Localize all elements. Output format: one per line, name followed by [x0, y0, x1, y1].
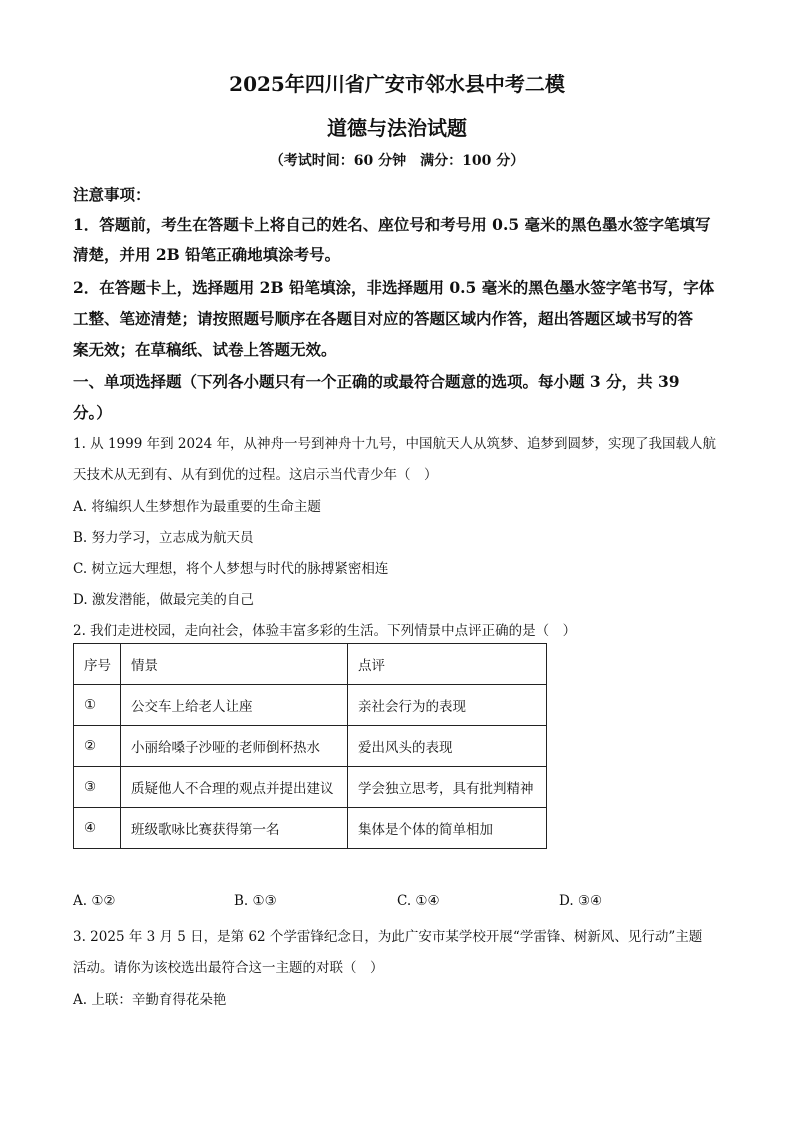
- table-cell: 质疑他人不合理的观点并提出建议: [121, 767, 348, 808]
- option-d: D. ③④: [559, 893, 603, 909]
- section-heading: 一、单项选择题（下列各小题只有一个正确的或最符合题意的选项。每小题 3 分，共 39: [73, 372, 680, 391]
- option-b: B. 努力学习，立志成为航天员: [73, 530, 254, 546]
- notice-line: 清楚，并用 2B 铅笔正确地填涂考号。: [73, 245, 341, 264]
- question-stem: 活动。请你为该校选出最符合这一主题的对联（ ）: [73, 960, 384, 976]
- column-header: 点评: [348, 644, 547, 685]
- table-row: [74, 726, 547, 767]
- notice-line: 2．在答题卡上，选择题用 2B 铅笔填涂，非选择题用 0.5 毫米的黑色墨水签字笔书写，字体: [73, 278, 715, 297]
- table-cell: 爱出风头的表现: [348, 726, 547, 767]
- table-cell: 公交车上给老人让座: [121, 685, 348, 726]
- table-cell: 亲社会行为的表现: [348, 685, 547, 726]
- exam-subtitle: 道德与法治试题: [327, 116, 467, 140]
- table-cell: ④: [74, 808, 121, 849]
- question-stem: 3. 2025 年 3 月 5 日，是第 62 个学雷锋纪念日，为此广安市某学校开展“学雷锋、树新风、见行动”主题: [73, 929, 703, 945]
- table-cell: ③: [74, 767, 121, 808]
- option-c: C. ①④: [397, 893, 440, 909]
- question-stem: 2. 我们走进校园，走向社会，体验丰富多彩的生活。下列情景中点评正确的是（ ）: [73, 623, 577, 639]
- table-cell: ②: [74, 726, 121, 767]
- notice-line: 案无效；在草稿纸、试卷上答题无效。: [73, 340, 337, 359]
- table-header-row: [74, 644, 547, 685]
- table-cell: 小丽给嗓子沙哑的老师倒杯热水: [121, 726, 348, 767]
- table-cell: 集体是个体的简单相加: [348, 808, 547, 849]
- option-a: A. ①②: [73, 893, 116, 909]
- column-header: 序号: [74, 644, 121, 685]
- exam-info: （考试时间：60 分钟 满分：100 分）: [269, 153, 525, 169]
- option-c: C. 树立远大理想，将个人梦想与时代的脉搏紧密相连: [73, 561, 389, 577]
- option-a: A. 将编织人生梦想作为最重要的生命主题: [73, 499, 321, 515]
- exam-title: 2025年四川省广安市邻水县中考二模: [229, 72, 565, 96]
- section-heading: 分。）: [73, 403, 112, 422]
- scenario-table: [73, 643, 547, 849]
- option-b: B. ①③: [234, 893, 277, 909]
- question-stem: 天技术从无到有、从有到优的过程。这启示当代青少年（ ）: [73, 467, 438, 483]
- table-cell: 班级歌咏比赛获得第一名: [121, 808, 348, 849]
- notice-heading: 注意事项：: [73, 185, 151, 204]
- table-row: [74, 808, 547, 849]
- column-header: 情景: [121, 644, 348, 685]
- table-cell: ①: [74, 685, 121, 726]
- table-cell: 学会独立思考，具有批判精神: [348, 767, 547, 808]
- option-a: A. 上联：辛勤育得花朵艳: [73, 992, 227, 1008]
- table-row: [74, 685, 547, 726]
- option-d: D. 激发潜能，做最完美的自己: [73, 592, 254, 608]
- notice-line: 工整、笔迹清楚；请按照题号顺序在各题目对应的答题区域内作答，超出答题区域书写的答: [73, 309, 694, 328]
- question-stem: 1. 从 1999 年到 2024 年，从神舟一号到神舟十九号，中国航天人从筑梦、追梦到圆梦，实现了我国载人航: [73, 436, 717, 452]
- table-row: [74, 767, 547, 808]
- notice-line: 1．答题前，考生在答题卡上将自己的姓名、座位号和考号用 0.5 毫米的黑色墨水签字笔填写: [73, 215, 711, 234]
